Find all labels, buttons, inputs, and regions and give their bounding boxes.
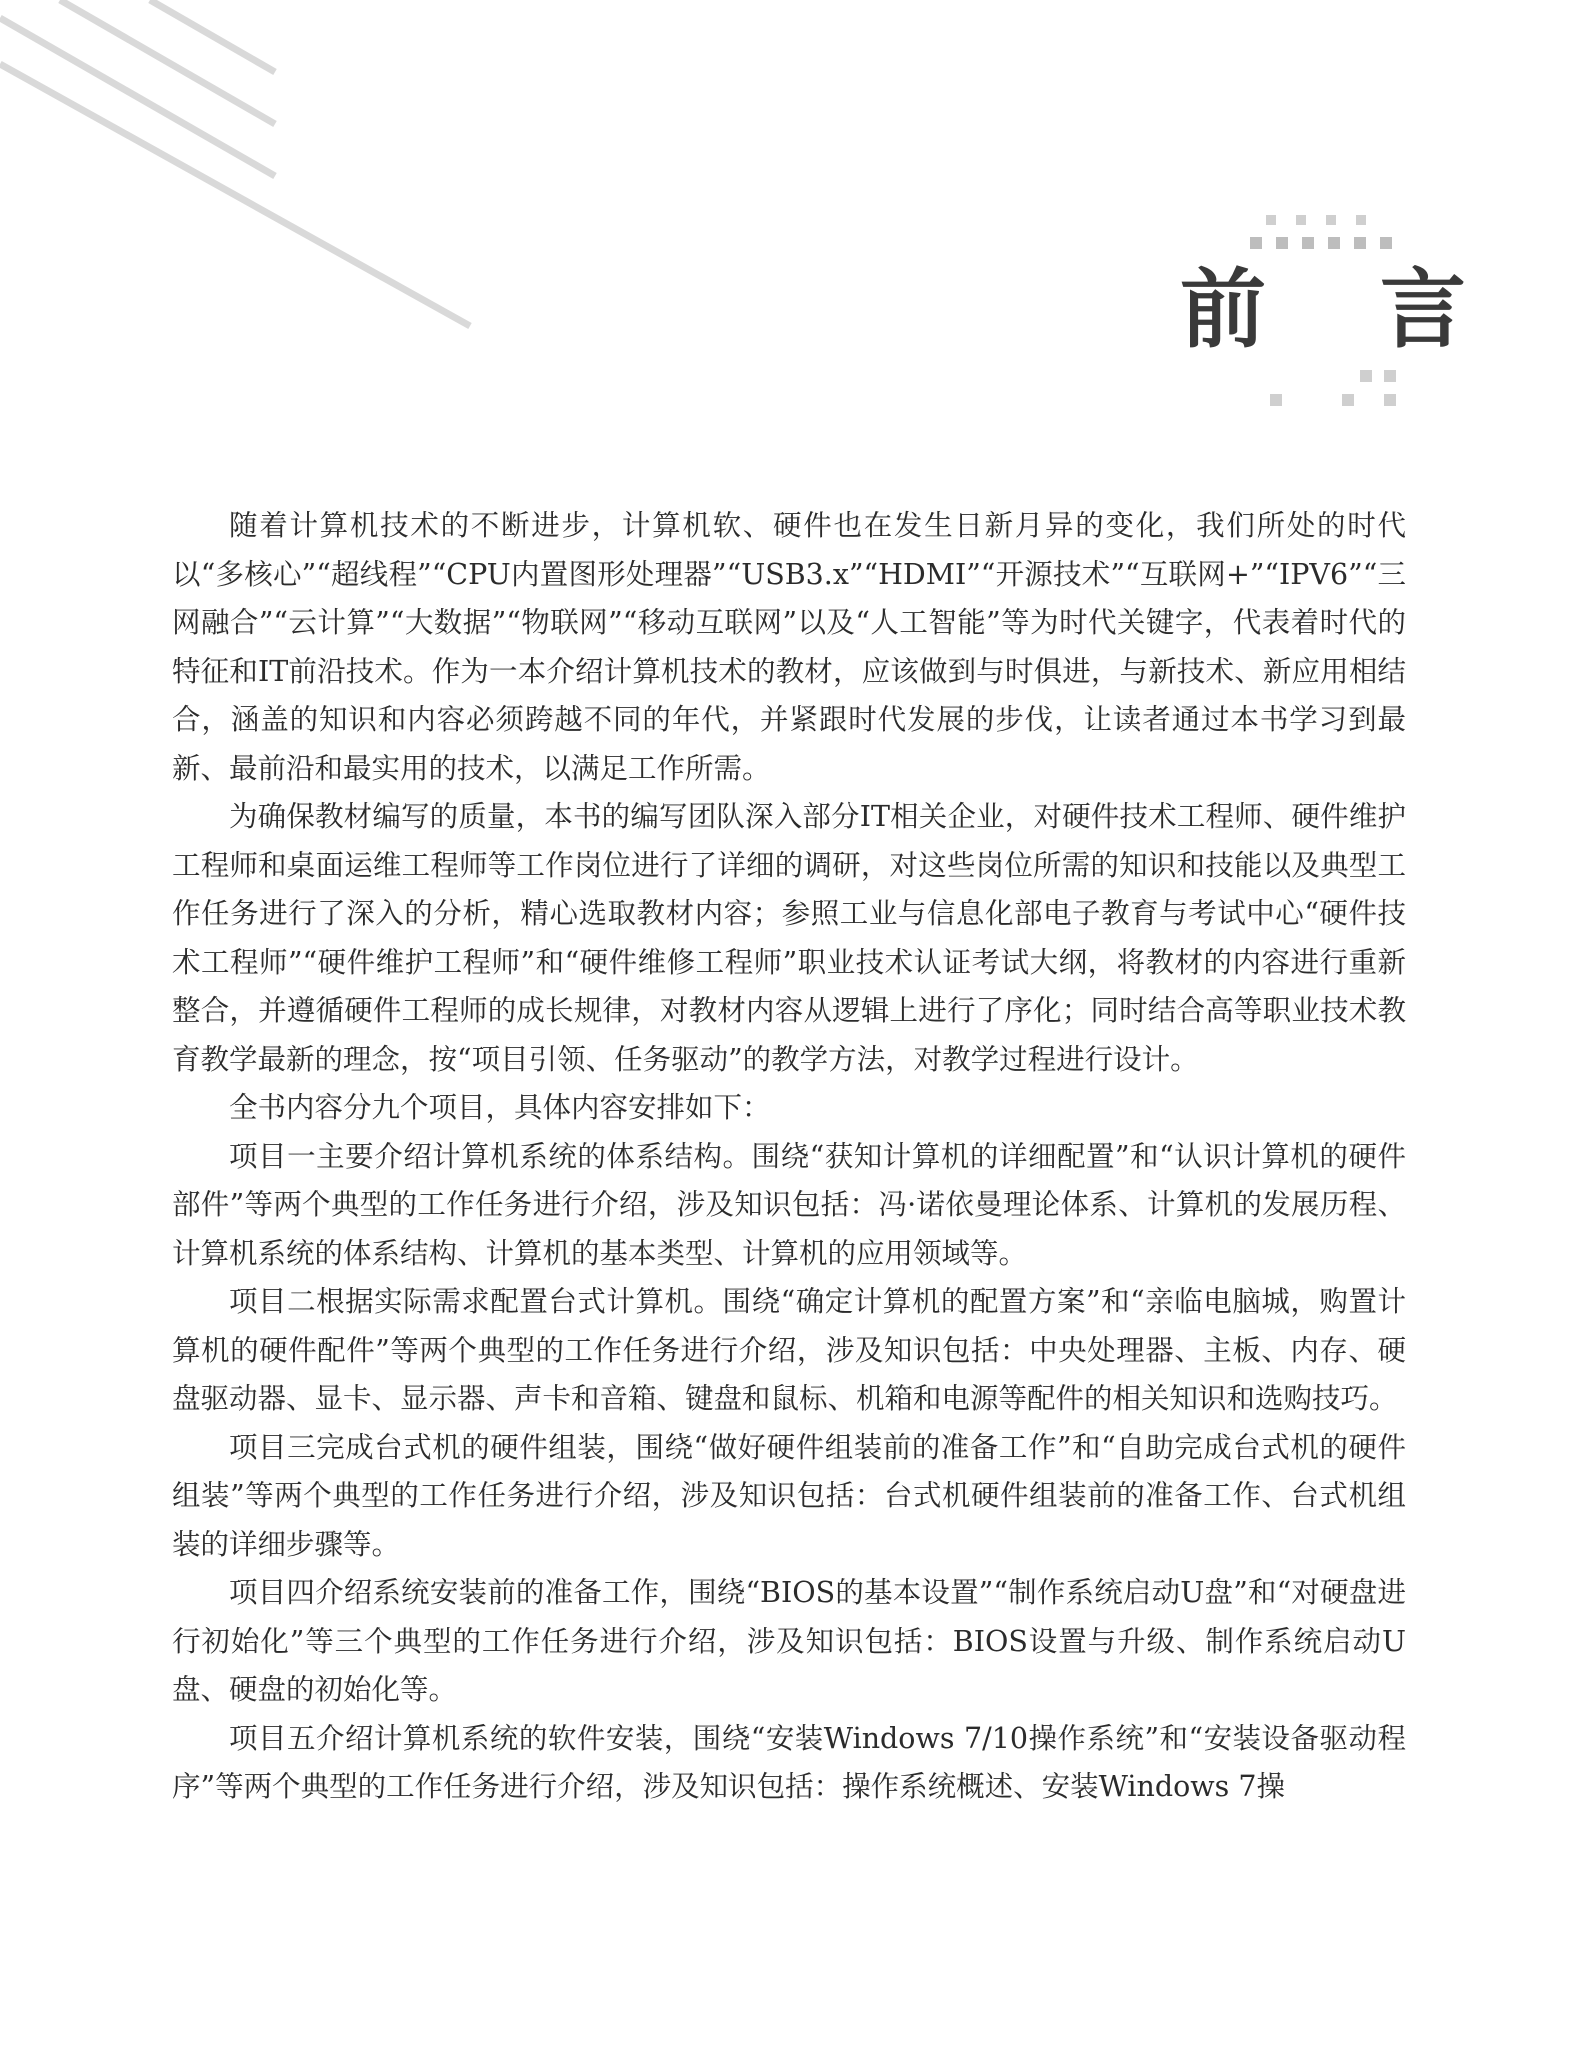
paragraph: 随着计算机技术的不断进步，计算机软、硬件也在发生日新月异的变化，我们所处的时代以“多核心”“超线程”“CPU内置图形处理器”“USB3.x”“HDMI”“开源技术”“互联网+”“IPV6”“三网融合”“云计算”“大数据”“物联网”“移动互联网”以及“人工智能”等为时代关键字，代表着时代的特征和IT前沿技术。作为一本介绍计算机技术的教材，应该做到与时俱进，与新技术、新应用相结合，涵盖的知识和内容必须跨越不同的年代，并紧跟时代发展的步伐，让读者通过本书学习到最新、最前沿和最实用的技术，以满足工作所需。 (172, 509, 1406, 785)
paragraph: 项目四介绍系统安装前的准备工作，围绕“BIOS的基本设置”“制作系统启动U盘”和“对硬盘进行初始化”等三个典型的工作任务进行介绍，涉及知识包括：BIOS设置与升级、制作系统启动U盘、硬盘的初始化等。 (172, 1576, 1406, 1706)
paragraph: 项目五介绍计算机系统的软件安装，围绕“安装Windows 7/10操作系统”和“安装设备驱动程序”等两个典型的工作任务进行介绍，涉及知识包括：操作系统概述、安装Windows 7操 (172, 1721, 1406, 1803)
paragraph: 项目二根据实际需求配置台式计算机。围绕“确定计算机的配置方案”和“亲临电脑城，购置计算机的硬件配件”等两个典型的工作任务进行介绍，涉及知识包括：中央处理器、主板、内存、硬盘驱动器、显卡、显示器、声卡和音箱、键盘和鼠标、机箱和电源等配件的相关知识和选购技巧。 (172, 1285, 1406, 1415)
preface-body (172, 502, 1406, 1812)
page-title: 前 言 (1180, 260, 1508, 360)
paragraph: 全书内容分九个项目，具体内容安排如下： (229, 1091, 771, 1124)
paragraph: 项目三完成台式机的硬件组装，围绕“做好硬件组装前的准备工作”和“自助完成台式机的硬件组装”等两个典型的工作任务进行介绍，涉及知识包括：台式机硬件组装前的准备工作、台式机组装的详细步骤等。 (172, 1430, 1406, 1561)
paragraph: 项目一主要介绍计算机系统的体系结构。围绕“获知计算机的详细配置”和“认识计算机的硬件部件”等两个典型的工作任务进行介绍，涉及知识包括：冯·诺依曼理论体系、计算机的发展历程、计算机系统的体系结构、计算机的基本类型、计算机的应用领域等。 (172, 1139, 1406, 1270)
paragraph: 为确保教材编写的质量，本书的编写团队深入部分IT相关企业，对硬件技术工程师、硬件维护工程师和桌面运维工程师等工作岗位进行了详细的调研，对这些岗位所需的知识和技能以及典型工作任务进行了深入的分析，精心选取教材内容；参照工业与信息化部电子教育与考试中心“硬件技术工程师”“硬件维护工程师”和“硬件维修工程师”职业技术认证考试大纲，将教材的内容进行重新整合，并遵循硬件工程师的成长规律，对教材内容从逻辑上进行了序化；同时结合高等职业技术教育教学最新的理念，按“项目引领、任务驱动”的教学方法，对教学过程进行设计。 (172, 800, 1406, 1076)
decorative-stripes (0, 0, 500, 340)
